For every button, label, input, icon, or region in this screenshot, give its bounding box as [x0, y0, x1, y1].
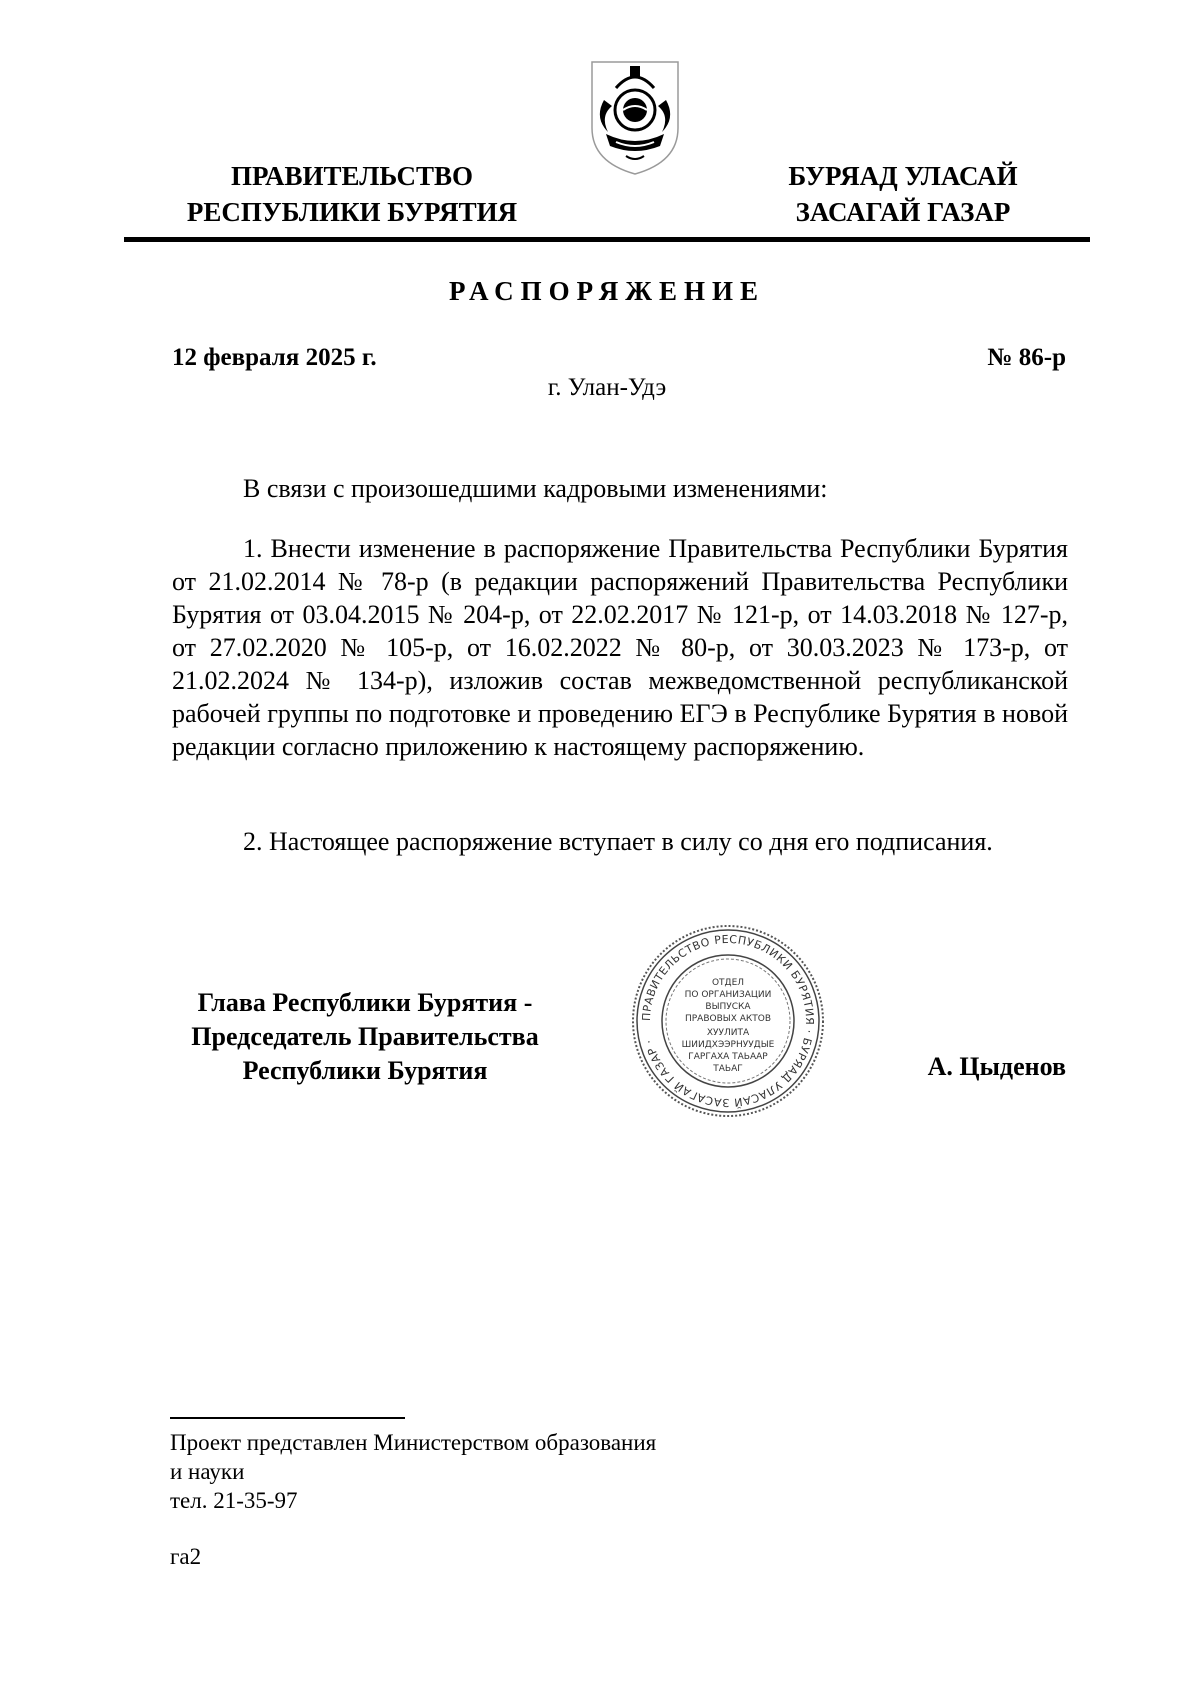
seal-inner-line1: ОТДЕЛ	[711, 978, 745, 988]
seal-inner-line6: ШИИДХЭЭРНУУДЫЕ	[681, 1040, 775, 1050]
footnote-line2: и науки	[170, 1459, 245, 1484]
official-seal	[630, 923, 826, 1119]
header-right-line1: БУРЯАД УЛАСАЙ	[788, 161, 1018, 191]
seal-inner-line3: ВЫПУСКА	[705, 1002, 751, 1012]
footnote	[170, 1428, 730, 1515]
signatory-position	[172, 986, 558, 1088]
header-divider	[124, 237, 1090, 242]
signatory-name: А. Цыденов	[927, 1052, 1066, 1081]
item-2-paragraph: 2. Настоящее распоряжение вступает в силу со дня его подписания.	[243, 827, 993, 856]
footnote-line1: Проект представлен Министерством образования	[170, 1430, 657, 1455]
document-code: га2	[170, 1544, 202, 1569]
government-header-buryat	[758, 158, 1048, 230]
document-city: г. Улан-Удэ	[547, 374, 667, 401]
signatory-position-line2: Председатель Правительства	[191, 1022, 539, 1051]
signatory-position-line3: Республики Бурятия	[242, 1056, 488, 1085]
footnote-divider	[170, 1417, 405, 1419]
intro-paragraph: В связи с произошедшими кадровыми изменениями:	[243, 474, 828, 503]
seal-inner-line2: ПО ОРГАНИЗАЦИИ	[684, 990, 772, 1000]
seal-inner-line4: ПРАВОВЫХ АКТОВ	[684, 1014, 772, 1024]
seal-inner-line5: ХУУЛИТА	[706, 1028, 750, 1038]
seal-inner-line8: ТАЬАГ	[713, 1064, 743, 1074]
seal-inner-line7: ГАРГАХА ТАЬААР	[688, 1052, 768, 1062]
document-date: 12 февраля 2025 г.	[172, 344, 377, 371]
document-number: № 86-р	[987, 344, 1066, 371]
header-left-line1: ПРАВИТЕЛЬСТВО	[230, 161, 474, 191]
document-title: РАСПОРЯЖЕНИЕ	[448, 276, 766, 306]
signatory-position-line1: Глава Республики Бурятия -	[197, 988, 533, 1017]
item-1-paragraph: 1. Внести изменение в распоряжение Правительства Республики Бурятия от 21.02.2014 № 78-р (в редакции распоряжений Правительства Республики Бурятия от 03.04.2015 № 204-р, от 22.02.2017 № 121-р, от 14.03.2018 № 127-р, от 27.02.2020 № 105-р, от 16.02.2022 № 80-р, от 30.03.2023 № 173-р, от 21.02.2024 № 134-р), изложив состав межведомственной республиканской рабочей группы по подготовке и проведению ЕГЭ в Республике Бурятия в новой редакции согласно приложению к настоящему распоряжению.	[172, 534, 1068, 761]
coat-of-arms-emblem	[586, 58, 684, 176]
government-header-russian	[172, 158, 532, 230]
header-left-line2: РЕСПУБЛИКИ БУРЯТИЯ	[186, 197, 518, 227]
seal-outer-text: ПРАВИТЕЛЬСТВО РЕСПУБЛИКИ БУРЯТИЯ · БУРЯАД УЛАСАЙ ЗАСАГАЙ ГАЗАР ·	[639, 932, 817, 1110]
footnote-phone: тел. 21-35-97	[170, 1488, 298, 1513]
header-right-line2: ЗАСАГАЙ ГАЗАР	[795, 197, 1011, 227]
